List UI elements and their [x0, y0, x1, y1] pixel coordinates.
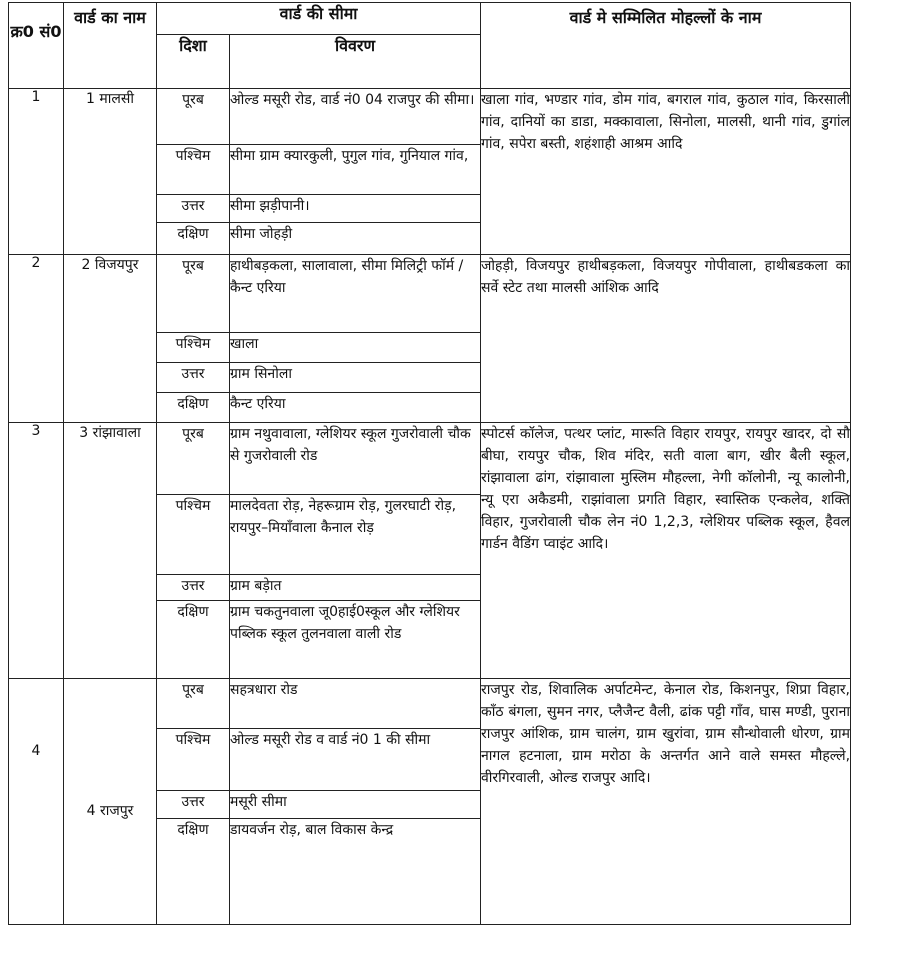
table-row [9, 89, 851, 145]
ward-name: 1 मालसी [64, 89, 157, 255]
header-direction: दिशा [157, 35, 230, 89]
boundary-description: मसूरी सीमा [230, 791, 481, 819]
mohalla-list: राजपुर रोड, शिवालिक अर्पाटमेन्ट, केनाल रोड, किशनपुर, शिप्रा विहार, काँठ बंगला, सुमन नगर, प्लैजैन्ट वैली, ढांक पट्टी गाँव, घास मण्डी, पुराना राजपुर आंशिक, ग्राम चालंग, ग्राम खुरांवा, ग्राम सौन्धोवाली धोरण, ग्राम नागल हटनाला, ग्राम मरोठा के अन्तर्गत आने वाले समस्त मौहल्ले, वीरगिरवाली, ओल्ड राजपुर आदि। [481, 679, 851, 925]
direction-east: पूरब [157, 255, 230, 333]
header-boundary: वार्ड की सीमा [157, 3, 481, 35]
direction-east: पूरब [157, 679, 230, 729]
direction-south: दक्षिण [157, 819, 230, 925]
boundary-description: सहत्रधारा रोड [230, 679, 481, 729]
ward-boundary-table [8, 2, 851, 925]
ward-name: 4 राजपुर [64, 679, 157, 925]
table-row [9, 255, 851, 333]
boundary-description: ग्राम चकतुनवाला जू0हाई0स्कूल और ग्लेशियर पब्लिक स्कूल तुलनवाला वाली रोड [230, 601, 481, 679]
direction-north: उत्तर [157, 575, 230, 601]
direction-east: पूरब [157, 423, 230, 495]
direction-west: पश्चिम [157, 145, 230, 195]
boundary-description: ओल्ड मसूरी रोड व वार्ड नं0 1 की सीमा [230, 729, 481, 791]
ward-serial: 4 [9, 679, 64, 925]
header-mohalla: वार्ड मे सम्मिलित मोहल्लों के नाम [481, 3, 851, 89]
mohalla-list: खाला गांव, भण्डार गांव, डोम गांव, बगराल गांव, कुठाल गांव, किरसाली गांव, दानियों का डाडा, मक्कावाला, सिनोला, मालसी, थानी गांव, डुगांल गांव, सपेरा बस्ती, शहंशाही आश्रम आदि [481, 89, 851, 255]
boundary-description: मालदेवता रोड़, नेहरूग्राम रोड़, गुलरघाटी रोड़, रायपुर–मियाँवाला कैनाल रोड़ [230, 495, 481, 575]
boundary-description: ग्राम नथुवावाला, ग्लेशियर स्कूल गुजरोवाली चौक से गुजरोवाली रोड [230, 423, 481, 495]
mohalla-list: स्पोटर्स कॉलेज, पत्थर प्लांट, मारूति विहार रायपुर, रायपुर खादर, दो सौ बीघा, रायपुर चौक, शिव मंदिर, सती वाला बाग, खीर बैली स्कूल, रांझावाला ढांग, रांझावाला मुस्लिम मौहल्ला, नेगी कॉलोनी, न्यू कालोनी, न्यू एरा अकैडमी, राझांवाला प्रगति विहार, स्वास्तिक एन्कलेव, शक्ति विहार, गुजरोवाली चौक लेन नं0 1,2,3, ग्लेशियर पब्लिक स्कूल, हैवल गार्डन वैडिंग प्वाइंट आदि। [481, 423, 851, 679]
direction-west: पश्चिम [157, 729, 230, 791]
ward-name: 3 रांझावाला [64, 423, 157, 679]
direction-south: दक्षिण [157, 393, 230, 423]
direction-south: दक्षिण [157, 223, 230, 255]
header-description: विवरण [230, 35, 481, 89]
direction-north: उत्तर [157, 195, 230, 223]
direction-east: पूरब [157, 89, 230, 145]
boundary-description: सीमा जोहड़ी [230, 223, 481, 255]
table-row [9, 423, 851, 495]
ward-serial: 2 [9, 255, 64, 423]
header-serial: क्र0 सं0 [9, 3, 64, 89]
direction-south: दक्षिण [157, 601, 230, 679]
direction-west: पश्चिम [157, 333, 230, 363]
boundary-description: खाला [230, 333, 481, 363]
boundary-description: हाथीबड़कला, सालावाला, सीमा मिलिट्री फॉर्म / कैन्ट एरिया [230, 255, 481, 333]
boundary-description: ग्राम बड़ेात [230, 575, 481, 601]
table-row [9, 679, 851, 729]
header-ward-name: वार्ड का नाम [64, 3, 157, 89]
boundary-description: कैन्ट एरिया [230, 393, 481, 423]
ward-name: 2 विजयपुर [64, 255, 157, 423]
direction-west: पश्चिम [157, 495, 230, 575]
boundary-description: सीमा झड़ीपानी। [230, 195, 481, 223]
boundary-description: ओल्ड मसूरी रोड, वार्ड नं0 04 राजपुर की सीमा। [230, 89, 481, 145]
boundary-description: सीमा ग्राम क्यारकुली, पुगुल गांव, गुनियाल गांव, [230, 145, 481, 195]
mohalla-list: जोहड़ी, विजयपुर हाथीबड़कला, विजयपुर गोपीवाला, हाथीबडकला का सर्वे स्टेट तथा मालसी आंशिक आदि [481, 255, 851, 423]
direction-north: उत्तर [157, 791, 230, 819]
ward-serial: 3 [9, 423, 64, 679]
ward-serial: 1 [9, 89, 64, 255]
boundary-description: डायवर्जन रोड़, बाल विकास केन्द्र [230, 819, 481, 925]
boundary-description: ग्राम सिनोला [230, 363, 481, 393]
direction-north: उत्तर [157, 363, 230, 393]
